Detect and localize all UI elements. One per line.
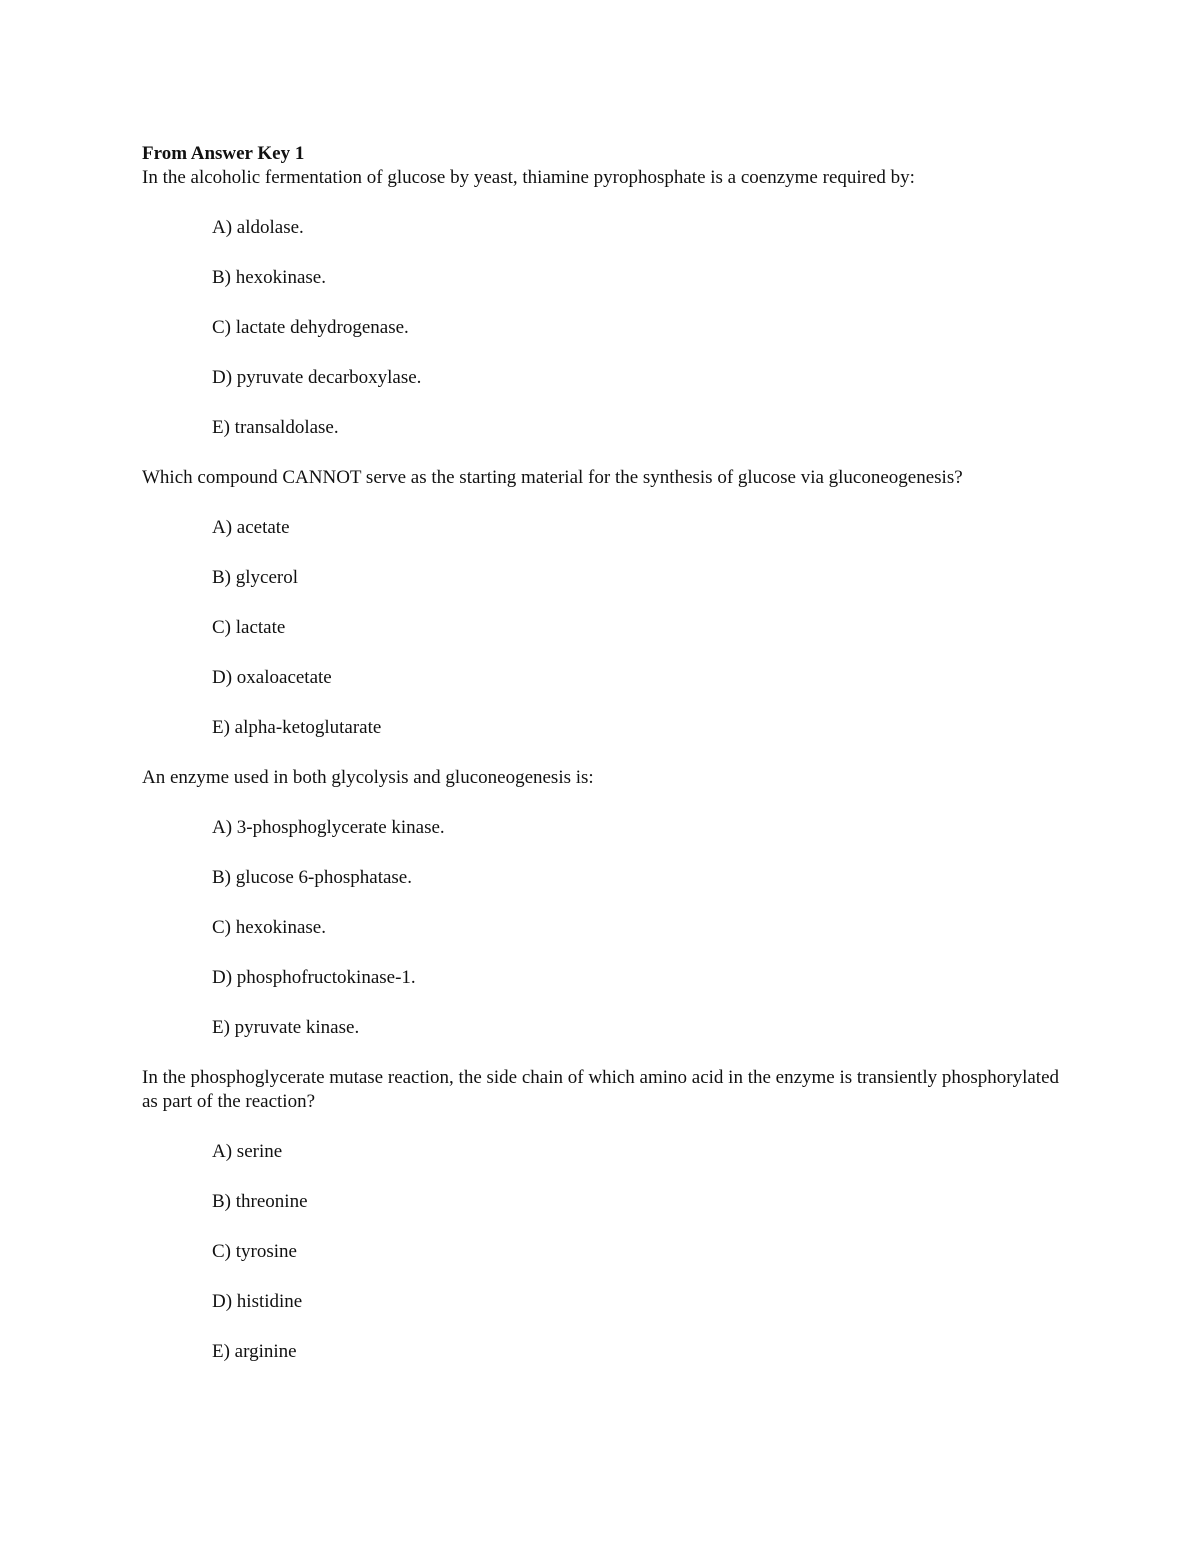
question-text: In the phosphoglycerate mutase reaction, the side chain of which amino acid in the enzyme is transiently phosphorylated as part of the reaction? — [142, 1067, 1060, 1112]
answer-option: C) lactate — [212, 617, 286, 638]
answer-options — [142, 216, 1062, 440]
answer-option: A) aldolase. — [212, 217, 304, 238]
answer-option: C) hexokinase. — [212, 917, 326, 938]
question-text: In the alcoholic fermentation of glucose by yeast, thiamine pyrophosphate is a coenzyme required by: — [142, 167, 915, 188]
answer-option: E) alpha-ketoglutarate — [212, 717, 382, 738]
answer-option: D) histidine — [212, 1291, 303, 1312]
document-page — [142, 142, 1062, 1364]
question-block — [142, 1066, 1062, 1364]
answer-option: B) glucose 6-phosphatase. — [212, 867, 412, 888]
answer-option: E) arginine — [212, 1341, 297, 1362]
answer-options — [142, 1140, 1062, 1364]
answer-option: D) oxaloacetate — [212, 667, 332, 688]
answer-option: A) serine — [212, 1141, 283, 1162]
question-text: An enzyme used in both glycolysis and gluconeogenesis is: — [142, 767, 594, 788]
answer-option: B) threonine — [212, 1191, 308, 1212]
answer-option: A) acetate — [212, 517, 290, 538]
question-block — [142, 766, 1062, 1040]
answer-option: D) pyruvate decarboxylase. — [212, 367, 422, 388]
answer-options — [142, 516, 1062, 740]
question-block — [142, 466, 1062, 740]
answer-option: D) phosphofructokinase-1. — [212, 967, 416, 988]
answer-options — [142, 816, 1062, 1040]
answer-option: A) 3-phosphoglycerate kinase. — [212, 817, 445, 838]
answer-option: E) pyruvate kinase. — [212, 1017, 360, 1038]
answer-option: C) lactate dehydrogenase. — [212, 317, 409, 338]
answer-option: E) transaldolase. — [212, 417, 339, 438]
answer-option: B) glycerol — [212, 567, 299, 588]
section-heading: From Answer Key 1 — [142, 143, 305, 164]
answer-option: B) hexokinase. — [212, 267, 326, 288]
question-text: Which compound CANNOT serve as the starting material for the synthesis of glucose via gluconeogenesis? — [142, 467, 963, 488]
answer-option: C) tyrosine — [212, 1241, 297, 1262]
question-block — [142, 166, 1062, 440]
